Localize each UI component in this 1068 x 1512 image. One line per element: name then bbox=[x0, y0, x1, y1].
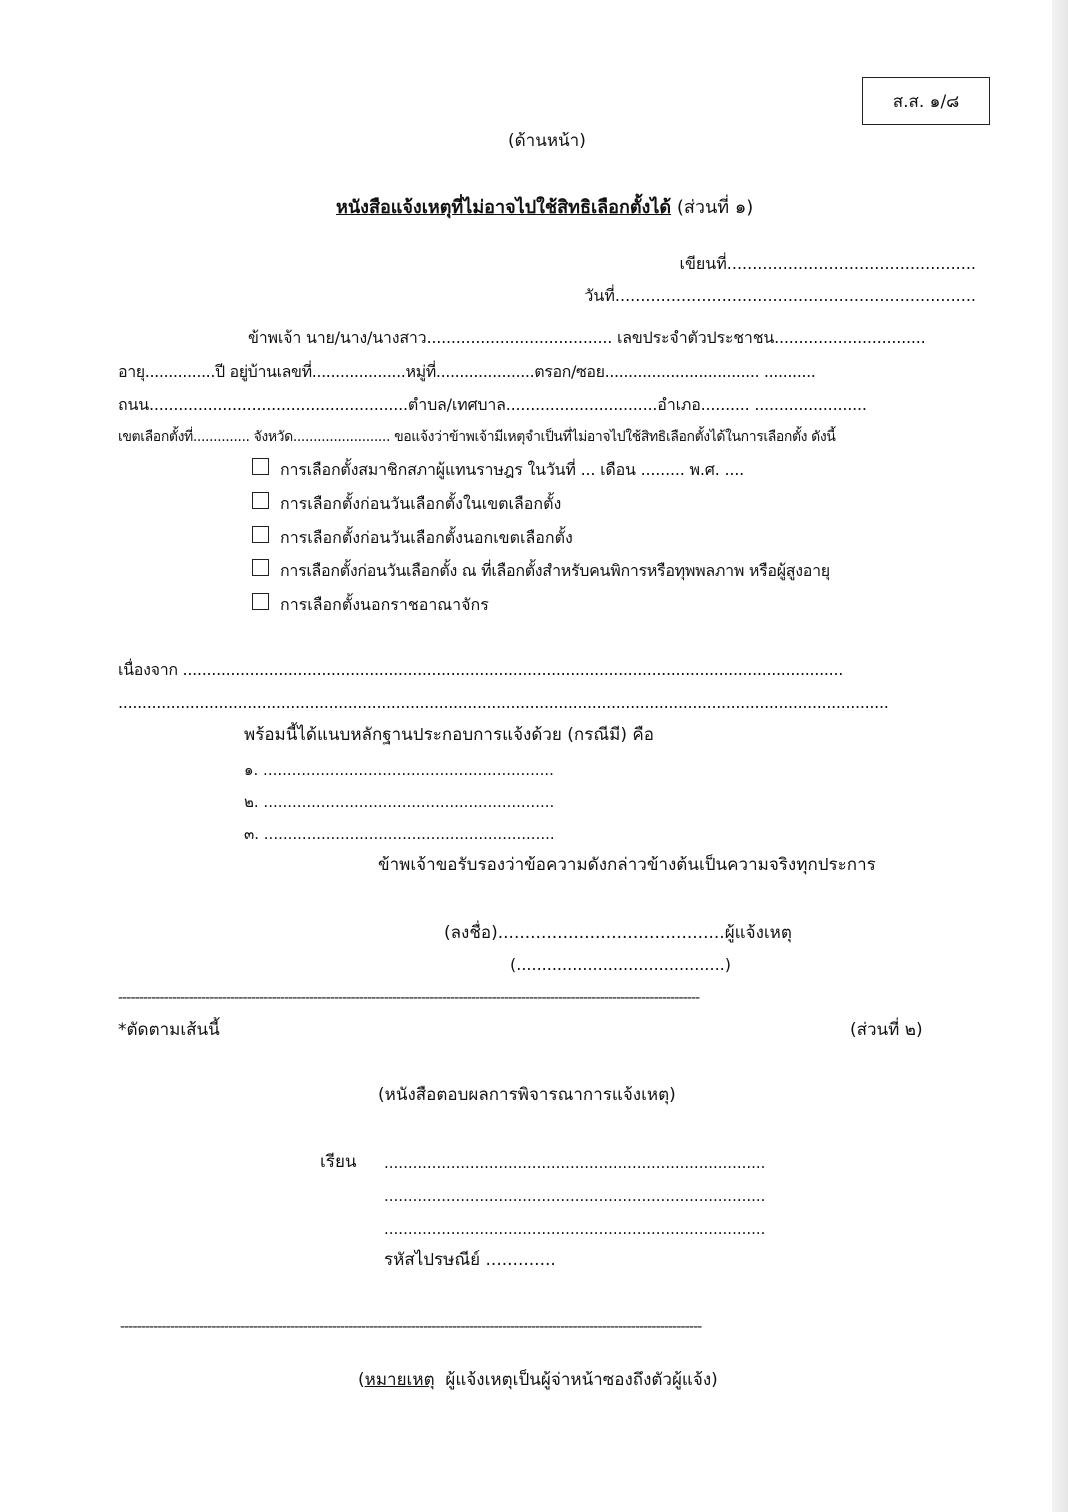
option-label-advance-out-district: การเลือกตั้งก่อนวันเลือกตั้งนอกเขตเลือกตั้ง bbox=[280, 528, 573, 547]
cut-line-bottom: -------------------------------------------------------------------------------------------------------------------------------------------- bbox=[120, 1320, 702, 1334]
certification-statement: ข้าพเจ้าขอรับรองว่าข้อความดังกล่าวข้างต้นเป็นความจริงทุกประการ bbox=[378, 855, 876, 875]
footnote-label: หมายเหตุ bbox=[364, 1370, 435, 1390]
option-label-advance-in-district: การเลือกตั้งก่อนวันเลือกตั้งในเขตเลือกตั้ง bbox=[280, 494, 562, 513]
signature-line: (ลงชื่อ)..........................................ผู้แจ้งเหตุ bbox=[444, 923, 792, 943]
cut-line-top: -------------------------------------------------------------------------------------------------------------------------------------------- bbox=[118, 991, 700, 1005]
district-line: เขตเลือกตั้งที่.............. จังหวัด........................ ขอแจ้งว่าข้าพเจ้ามีเหตุจำเป็นที่ไม่อาจไปใช้สิทธิเลือกตั้งได้ในการเลือกตั้ง ดังนี้ bbox=[118, 429, 836, 445]
form-code-box bbox=[862, 77, 990, 125]
option-checkbox-mp-election[interactable] bbox=[252, 458, 269, 475]
footnote-text: ผู้แจ้งเหตุเป็นผู้จ่าหน้าซองถึงตัวผู้แจ้ง) bbox=[434, 1370, 718, 1390]
reply-title: (หนังสือตอบผลการพิจารณาการแจ้งเหตุ) bbox=[378, 1085, 676, 1105]
option-label-overseas: การเลือกตั้งนอกราชอาณาจักร bbox=[280, 595, 489, 614]
footnote-open: ( bbox=[358, 1370, 365, 1390]
address-dotted-line-3: ................................................................................ bbox=[384, 1220, 766, 1238]
postal-code-line: รหัสไปรษณีย์ ............. bbox=[384, 1250, 556, 1270]
option-checkbox-advance-disabled-elderly[interactable] bbox=[252, 559, 269, 576]
reason-line-1: เนื่องจาก .......................................................................................................................................... bbox=[118, 660, 844, 679]
declarant-line: ข้าพเจ้า นาย/นาง/นางสาว...................................... เลขประจำตัวประชาชน............................... bbox=[248, 328, 926, 347]
side-label: (ด้านหน้า) bbox=[508, 131, 586, 151]
option-checkbox-advance-in-district[interactable] bbox=[252, 492, 269, 509]
evidence-intro: พร้อมนี้ได้แนบหลักฐานประกอบการแจ้งด้วย (กรณีมี) คือ bbox=[244, 725, 654, 745]
evidence-item-2: ๒. ............................................................. bbox=[244, 793, 555, 811]
option-checkbox-advance-out-district[interactable] bbox=[252, 526, 269, 543]
address-line-1: อายุ...............ปี อยู่บ้านเลขที่....................หมู่ที่.....................ตรอก/ซอย................................. ........... bbox=[118, 362, 816, 381]
title-main: หนังสือแจ้งเหตุที่ไม่อาจไปใช้สิทธิเลือกตั้งได้ bbox=[336, 197, 672, 218]
cut-note: *ตัดตามเส้นนี้ bbox=[118, 1020, 220, 1040]
document-title bbox=[336, 199, 753, 217]
option-label-mp-election: การเลือกตั้งสมาชิกสภาผู้แทนราษฎร ในวันที่ ... เดือน ......... พ.ศ. .... bbox=[280, 460, 745, 479]
date-line: วันที่....................................................................... bbox=[584, 286, 976, 305]
title-part: (ส่วนที่ ๑) bbox=[676, 197, 754, 218]
signature-name-line: (.........................................) bbox=[510, 955, 732, 974]
address-line-2: ถนน.....................................................ตำบล/เทศบาล...............................อำเภอ.......... ....................... bbox=[118, 395, 867, 414]
footnote bbox=[358, 1372, 718, 1389]
option-checkbox-overseas[interactable] bbox=[252, 593, 269, 610]
written-at-line: เขียนที่................................................. bbox=[679, 254, 976, 273]
option-label-advance-disabled-elderly: การเลือกตั้งก่อนวันเลือกตั้ง ณ ที่เลือกตั้งสำหรับคนพิการหรือทุพพลภาพ หรือผู้สูงอายุ bbox=[280, 561, 830, 580]
page-edge bbox=[1052, 0, 1068, 1512]
evidence-item-1: ๑. ............................................................. bbox=[244, 761, 554, 779]
reason-line-2: ................................................................................................................................................................. bbox=[118, 693, 889, 712]
to-label: เรียน bbox=[320, 1152, 357, 1172]
evidence-item-3: ๓. ............................................................. bbox=[244, 825, 555, 843]
address-dotted-line-2: ................................................................................ bbox=[384, 1187, 766, 1205]
part2-label: (ส่วนที่ ๒) bbox=[850, 1020, 923, 1040]
form-code: ส.ส. ๑/๘ bbox=[892, 91, 960, 112]
address-dotted-line-1: ................................................................................ bbox=[384, 1154, 766, 1172]
